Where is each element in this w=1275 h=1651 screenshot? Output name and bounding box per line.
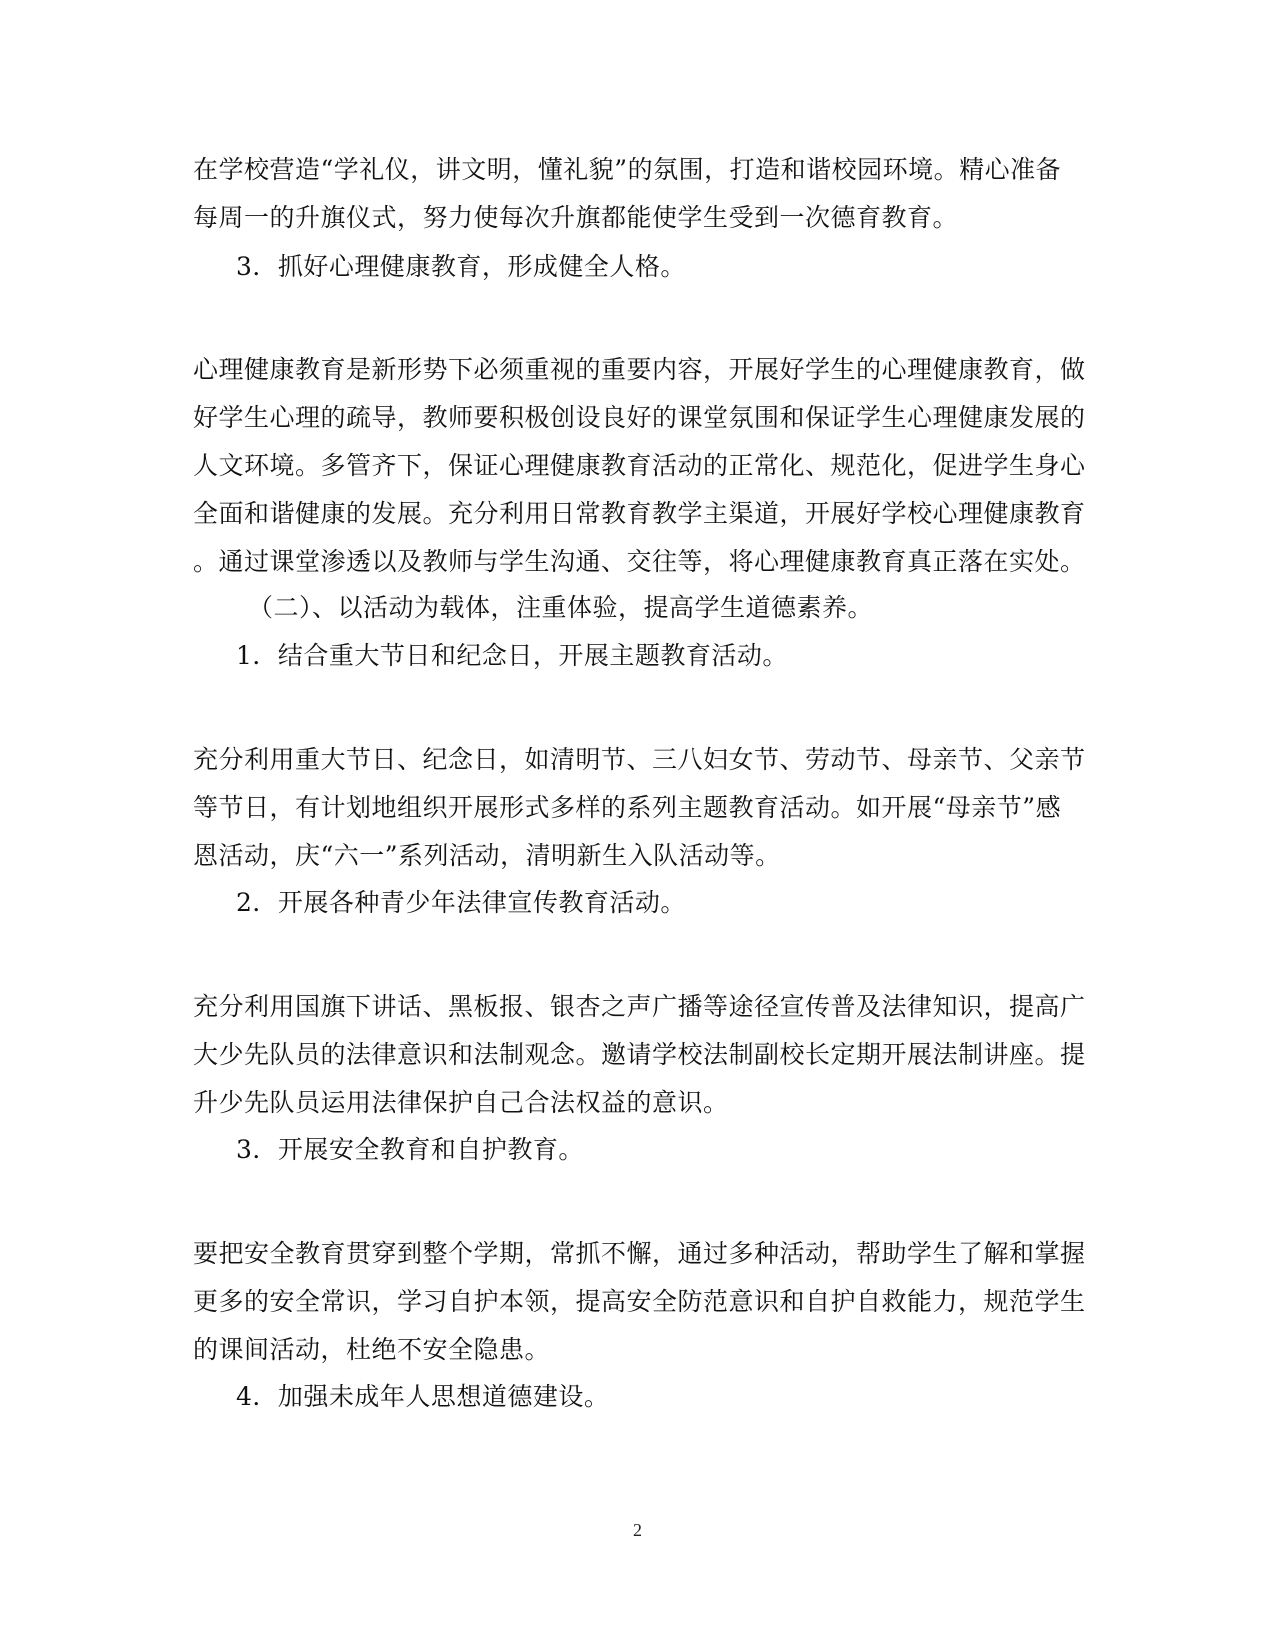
paragraph-festival-activities bbox=[193, 736, 1086, 880]
paragraph-safety-education bbox=[193, 1230, 1086, 1374]
text-line: 充分利用国旗下讲话、黑板报、银杏之声广播等途径宣传普及法律知识，提高广 bbox=[193, 992, 1086, 1021]
text-line: 心理健康教育是新形势下必须重视的重要内容，开展好学生的心理健康教育，做 bbox=[193, 355, 1086, 384]
text-line: 要把安全教育贯穿到整个学期，常抓不懈，通过多种活动，帮助学生了解和掌握 bbox=[193, 1239, 1086, 1268]
text-line: 在学校营造“学礼仪，讲文明，懂礼貌”的氛围，打造和谐校园环境。精心准备 bbox=[193, 155, 1062, 184]
text-line: 好学生心理的疏导，教师要积极创设良好的课堂氛围和保证学生心理健康发展的 bbox=[193, 403, 1086, 432]
text-line: 升少先队员运用法律保护自己合法权益的意识。 bbox=[193, 1088, 729, 1117]
text-line: 。通过课堂渗透以及教师与学生沟通、交往等，将心理健康教育真正落在实处。 bbox=[193, 547, 1086, 576]
heading-legal-education: 2．开展各种青少年法律宣传教育活动。 bbox=[236, 888, 686, 917]
page-number: 2 bbox=[633, 1520, 642, 1540]
heading-festival-activities: 1．结合重大节日和纪念日，开展主题教育活动。 bbox=[236, 641, 788, 670]
text-line: 等节日，有计划地组织开展形式多样的系列主题教育活动。如开展“母亲节”感 bbox=[193, 793, 1062, 822]
heading-mental-health: 3．抓好心理健康教育，形成健全人格。 bbox=[236, 252, 686, 281]
paragraph-legal-education bbox=[193, 983, 1086, 1127]
text-line: 恩活动，庆“六一”系列活动，清明新生入队活动等。 bbox=[193, 841, 781, 870]
paragraph-mental-health bbox=[193, 346, 1086, 586]
text-line: 充分利用重大节日、纪念日，如清明节、三八妇女节、劳动节、母亲节、父亲节 bbox=[193, 745, 1086, 774]
paragraph-campus-etiquette bbox=[193, 146, 1073, 242]
text-line: 人文环境。多管齐下，保证心理健康教育活动的正常化、规范化，促进学生身心 bbox=[193, 451, 1086, 480]
text-line: 每周一的升旗仪式，努力使每次升旗都能使学生受到一次德育教育。 bbox=[193, 203, 959, 232]
text-line: 大少先队员的法律意识和法制观念。邀请学校法制副校长定期开展法制讲座。提 bbox=[193, 1040, 1086, 1069]
text-line: 全面和谐健康的发展。充分利用日常教育教学主渠道，开展好学校心理健康教育 bbox=[193, 499, 1086, 528]
text-line: 更多的安全常识，学习自护本领，提高安全防范意识和自护自救能力，规范学生 bbox=[193, 1287, 1086, 1316]
heading-moral-construction: 4．加强未成年人思想道德建设。 bbox=[236, 1382, 610, 1411]
heading-section-two: （二）、以活动为载体，注重体验，提高学生道德素养。 bbox=[248, 593, 874, 622]
text-line: 的课间活动，杜绝不安全隐患。 bbox=[193, 1335, 551, 1364]
heading-safety-education: 3．开展安全教育和自护教育。 bbox=[236, 1135, 584, 1164]
